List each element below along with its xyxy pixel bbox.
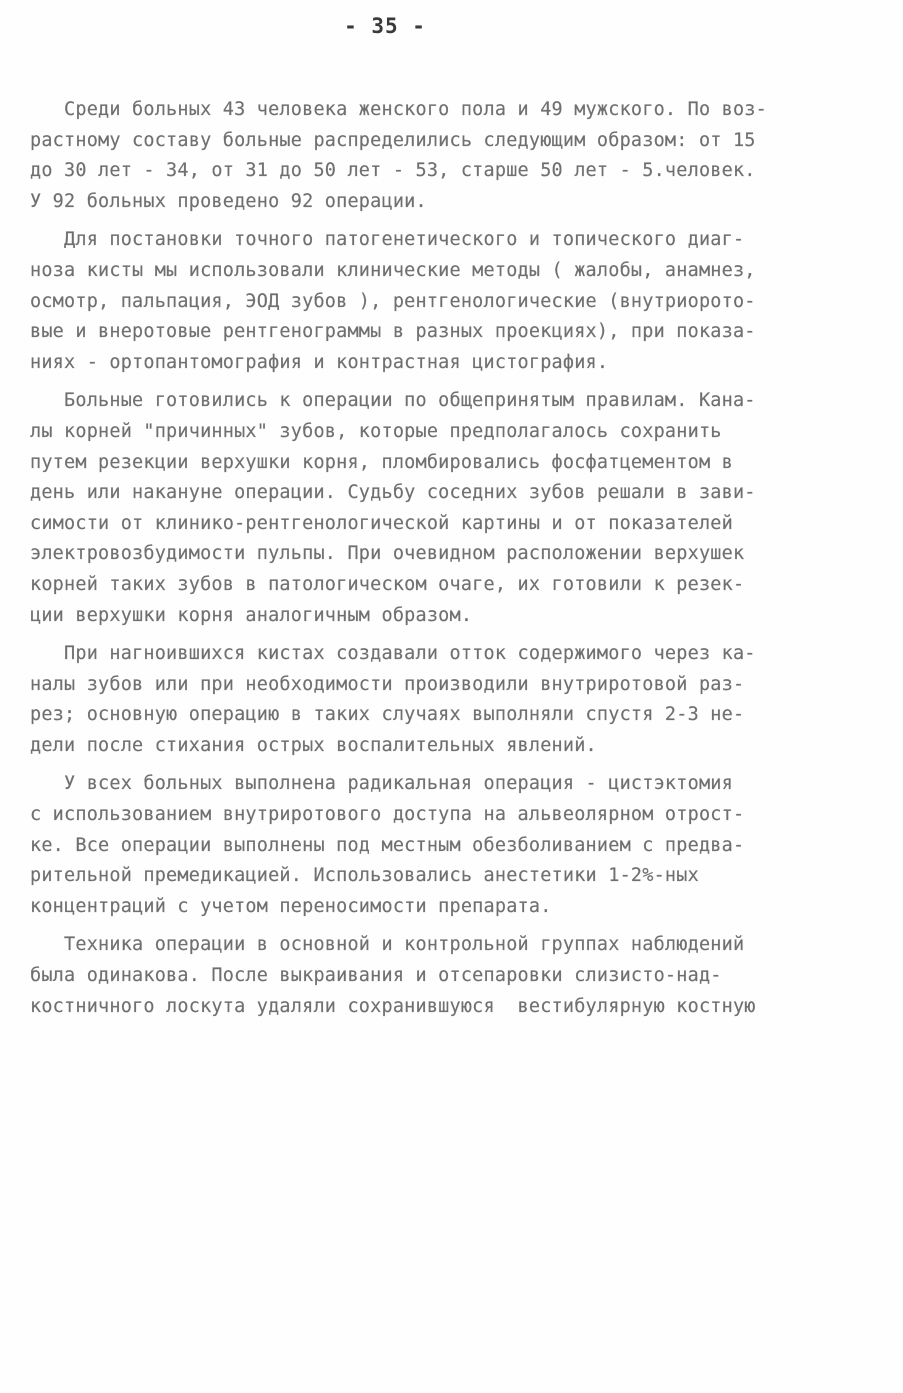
text-line: Среди больных 43 человека женского пола и 49 мужского. По воз- [30,99,767,120]
text-line: рительной премедикацией. Использовались анестетики 1-2%-ных [30,865,699,887]
paragraph-diagnosis [30,225,880,378]
text-line: до 30 лет - 34, от 31 до 50 лет - 53, старше 50 лет - 5.человек. [30,160,756,182]
text-line: У всех больных выполнена радикальная операция - цистэктомия [30,773,733,795]
text-line: Для постановки точного патогенетического и топического диаг- [30,229,745,251]
text-line: ниях - ортопантомография и контрастная цистография. [30,351,609,373]
text-line: электровозбудимости пульпы. При очевидном расположении верхушек [30,543,745,565]
text-line: день или накануне операции. Судьбу соседних зубов решали в зави- [30,482,756,504]
text-line: корней таких зубов в патологическом очаге, их готовили к резек- [30,573,745,595]
text-line: вые и внеротовые рентгенограммы в разных проекциях), при показа- [30,321,756,343]
text-line: была одинакова. После выкраивания и отсепаровки слизисто-над- [30,965,722,987]
text-line: с использованием внутриротового доступа на альвеолярном отрост- [30,804,745,826]
text-line: налы зубов или при необходимости производили внутриротовой раз- [30,673,745,695]
text-line: рез; основную операцию в таких случаях выполняли спустя 2-3 не- [30,704,745,726]
text-line: костничного лоскута удаляли сохранившуюся вестибулярную костную [30,995,756,1017]
page-number: - 35 - [344,14,426,38]
paragraph-technique [30,930,880,1022]
text-line: Больные готовились к операции по общепринятым правилам. Кана- [30,390,756,412]
text-line: концентраций с учетом переносимости препарата. [30,895,552,917]
text-line: При нагноившихся кистах создавали отток содержимого через ка- [30,643,756,665]
text-line: дели после стихания острых воспалительных явлений. [30,734,597,756]
text-line: Техника операции в основной и контрольной группах наблюдений [30,934,745,956]
text-line: лы корней "причинных" зубов, которые предполагалось сохранить [30,420,722,442]
text-line: растному составу больные распределились следующим образом: от 15 [30,129,756,151]
text-line: осмотр, пальпация, ЭОД зубов ), рентгенологические (внутриорото- [30,290,756,312]
paragraph-preparation [30,386,880,631]
text-line: ции верхушки корня аналогичным образом. [30,604,473,626]
text-line: ке. Все операции выполнены под местным обезболиванием с предва- [30,834,745,856]
text-line: ноза кисты мы использовали клинические методы ( жалобы, анамнез, [30,259,756,281]
text-line: путем резекции верхушки корня, пломбировались фосфатцементом в [30,451,733,473]
paragraph-operation [30,769,880,922]
paragraph-suppurated-cysts [30,639,880,761]
paragraph-patients [30,95,880,217]
body-text [30,95,880,1030]
text-line: У 92 больных проведено 92 операции. [30,190,427,212]
text-line: симости от клинико-рентгенологической картины и от показателей [30,512,733,534]
